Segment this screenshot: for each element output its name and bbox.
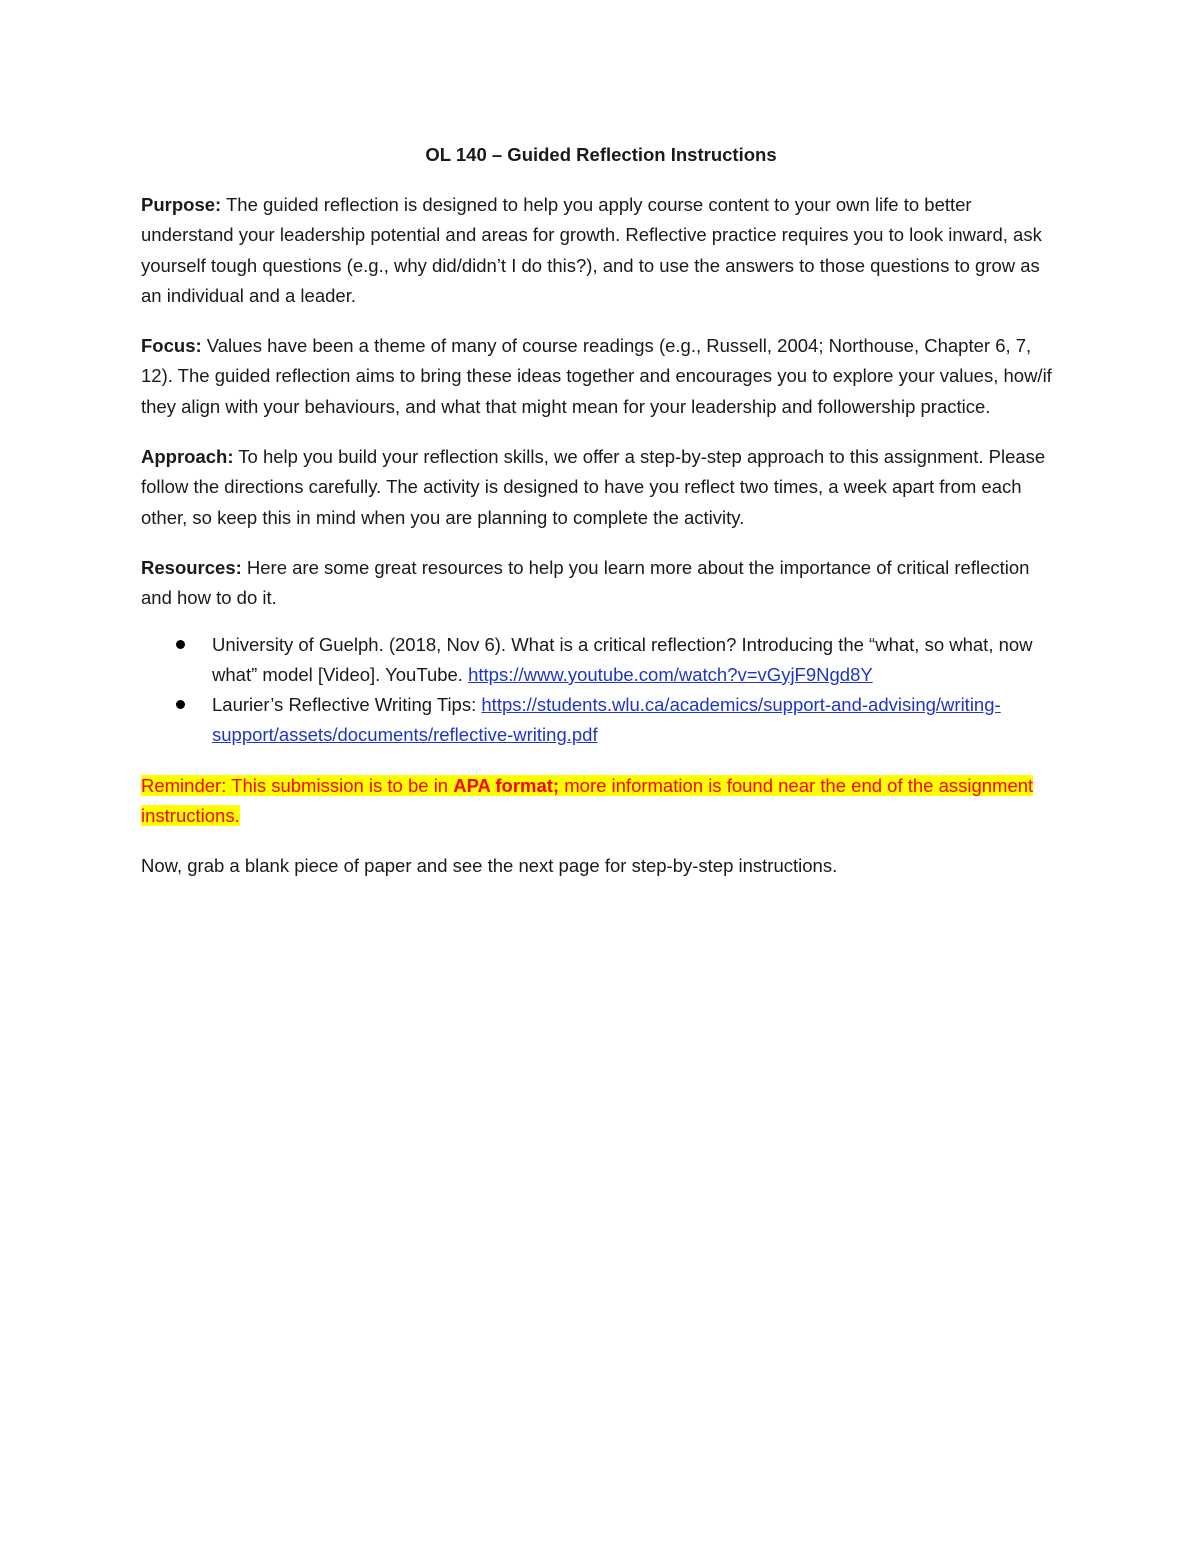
bullet-icon xyxy=(176,640,185,649)
focus-paragraph xyxy=(141,331,1061,422)
approach-label: Approach: xyxy=(141,446,234,468)
youtube-link[interactable]: https://www.youtube.com/watch?v=vGyjF9Ngd8Y xyxy=(468,663,873,685)
focus-text: Values have been a theme of many of course readings (e.g., Russell, 2004; Northouse, Chapter 6, 7, 12). The guided reflection aims to bring these ideas together and encourages you to explore your values, how/if they align with your behaviours, and what that might mean for your leadership and followership practice. xyxy=(141,335,1052,417)
purpose-paragraph xyxy=(141,190,1061,311)
purpose-label: Purpose: xyxy=(141,194,222,215)
resources-list xyxy=(141,630,1061,751)
reminder-text-start: Reminder: This submission is to be in xyxy=(141,774,454,796)
resources-text: Here are some great resources to help you learn more about the importance of critical reflection and how to do it. xyxy=(141,556,1030,609)
wlu-link[interactable]: https://students.wlu.ca/academics/support-and-advising/writing-support/assets/documents/reflective-writing.pdf xyxy=(212,694,1001,746)
purpose-text: The guided reflection is designed to help you apply course content to your own life to better understand your leadership potential and areas for growth. Reflective practice requires you to look inward, ask yourself tough questions (e.g., why did/didn’t I do this?), and to use the answers to those questions to grow as an individual and a leader. xyxy=(141,194,1042,306)
list-item xyxy=(141,630,1061,691)
resource-citation: University of Guelph. (2018, Nov 6). What is a critical reflection? Introducing the “what, so what, now what” model [Video]. YouTube. xyxy=(212,633,1033,685)
resources-label: Resources: xyxy=(141,556,242,578)
bullet-icon xyxy=(176,700,185,709)
list-item xyxy=(141,690,1061,751)
reminder-text-end: more information is found near the end of the assignment instructions. xyxy=(141,774,1034,827)
reminder-apa-format: APA format; xyxy=(453,774,560,796)
closing-paragraph: Now, grab a blank piece of paper and see the next page for step-by-step instructions. xyxy=(141,855,838,877)
focus-label: Focus: xyxy=(141,335,202,357)
approach-text: To help you build your reflection skills, we offer a step-by-step approach to this assignment. Please follow the directions carefully. The activity is designed to have you reflect two times, a week apart from each other, so keep this in mind when you are planning to complete the activity. xyxy=(141,446,1046,528)
reminder-paragraph xyxy=(141,771,1061,832)
resource-citation: Laurier’s Reflective Writing Tips: xyxy=(212,694,482,716)
approach-paragraph xyxy=(141,442,1061,533)
resources-paragraph xyxy=(141,553,1061,614)
document-title: OL 140 – Guided Reflection Instructions xyxy=(425,144,777,165)
document-body xyxy=(141,140,1061,902)
